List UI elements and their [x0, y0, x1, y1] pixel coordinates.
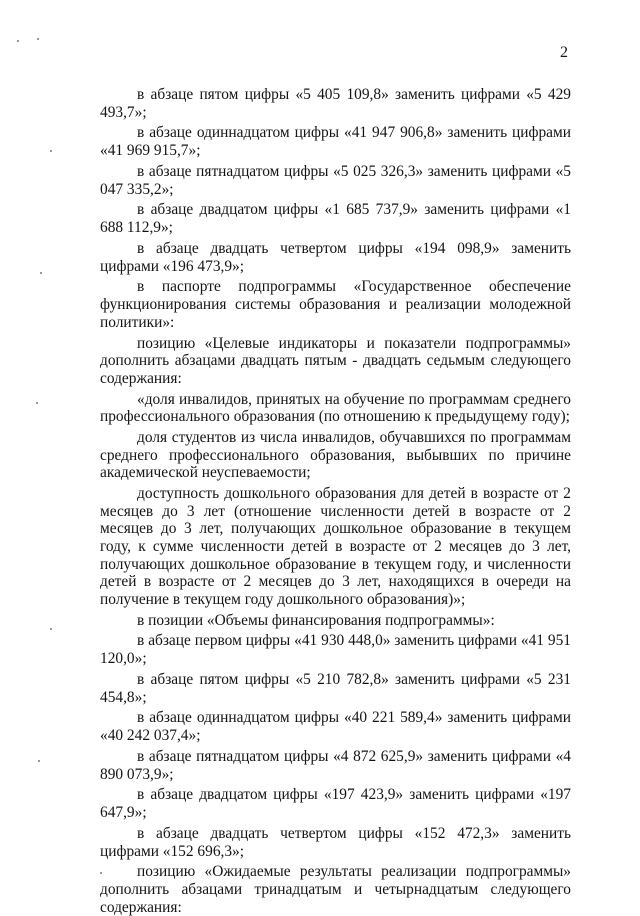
paragraph: в абзаце пятом цифры «5 405 109,8» заменить цифрами «5 429 493,7»; [100, 86, 571, 121]
paragraph: в абзаце пятнадцатом цифры «5 025 326,3» заменить цифрами «5 047 335,2»; [100, 162, 571, 198]
scan-speck [37, 38, 39, 40]
paragraph: позицию «Ожидаемые результаты реализации подпрограммы» дополнить абзацами тринадцатым и четырнадцатым следующего содержания: [100, 863, 571, 916]
scan-speck [17, 40, 19, 42]
paragraph: в абзаце двадцать четвертом цифры «194 098,9» заменить цифрами «196 473,9»; [100, 239, 571, 275]
scan-speck [38, 760, 40, 762]
paragraph: в абзаце пятом цифры «5 210 782,8» заменить цифрами «5 231 454,8»; [100, 670, 571, 706]
page-number: 2 [560, 44, 568, 61]
document-body [100, 86, 571, 916]
scan-speck [50, 150, 52, 152]
paragraph: доля студентов из числа инвалидов, обучавшихся по программам среднего профессионального образования, выбывших по причине академической неуспеваемости; [100, 429, 571, 482]
paragraph: в абзаце первом цифры «41 930 448,0» заменить цифрами «41 951 120,0»; [100, 632, 571, 668]
paragraph: в абзаце одиннадцатом цифры «40 221 589,4» заменить цифрами «40 242 037,4»; [100, 709, 571, 745]
paragraph: в паспорте подпрограммы «Государственное обеспечение функционирования системы образования и реализации молодежной политики»: [100, 278, 571, 331]
paragraph: в абзаце двадцатом цифры «197 423,9» заменить цифрами «197 647,9»; [100, 786, 571, 822]
paragraph: в абзаце двадцатом цифры «1 685 737,9» заменить цифрами «1 688 112,9»; [100, 201, 571, 237]
scan-speck [50, 628, 52, 630]
scan-speck [40, 272, 42, 274]
paragraph: в позиции «Объемы финансирования подпрограммы»: [137, 611, 495, 629]
paragraph: в абзаце пятнадцатом цифры «4 872 625,9» заменить цифрами «4 890 073,9»; [100, 747, 571, 783]
paragraph: «доля инвалидов, принятых на обучение по программам среднего профессионального образования (по отношению к предыдущему году); [100, 390, 571, 426]
scan-speck [36, 402, 38, 404]
paragraph: позицию «Целевые индикаторы и показатели подпрограммы» дополнить абзацами двадцать пятым - двадцать седьмым следующего содержания: [100, 334, 571, 387]
paragraph: в абзаце одиннадцатом цифры «41 947 906,8» заменить цифрами «41 969 915,7»; [100, 124, 571, 160]
scan-speck [100, 872, 102, 874]
paragraph: доступность дошкольного образования для детей в возрасте от 2 месяцев до 3 лет (отношение численности детей в возрасте от 2 месяцев до 3 лет, получающих дошкольное образование в текущем году, к сумме численности детей в возрасте от 2 месяцев до 3 лет, получающих дошкольное образование в текущем году, и численности детей в возрасте от 2 месяцев до 3 лет, находящихся в очереди на получение в текущем году дошкольного образования)»; [100, 485, 571, 608]
paragraph: в абзаце двадцать четвертом цифры «152 472,3» заменить цифрами «152 696,3»; [100, 824, 571, 860]
